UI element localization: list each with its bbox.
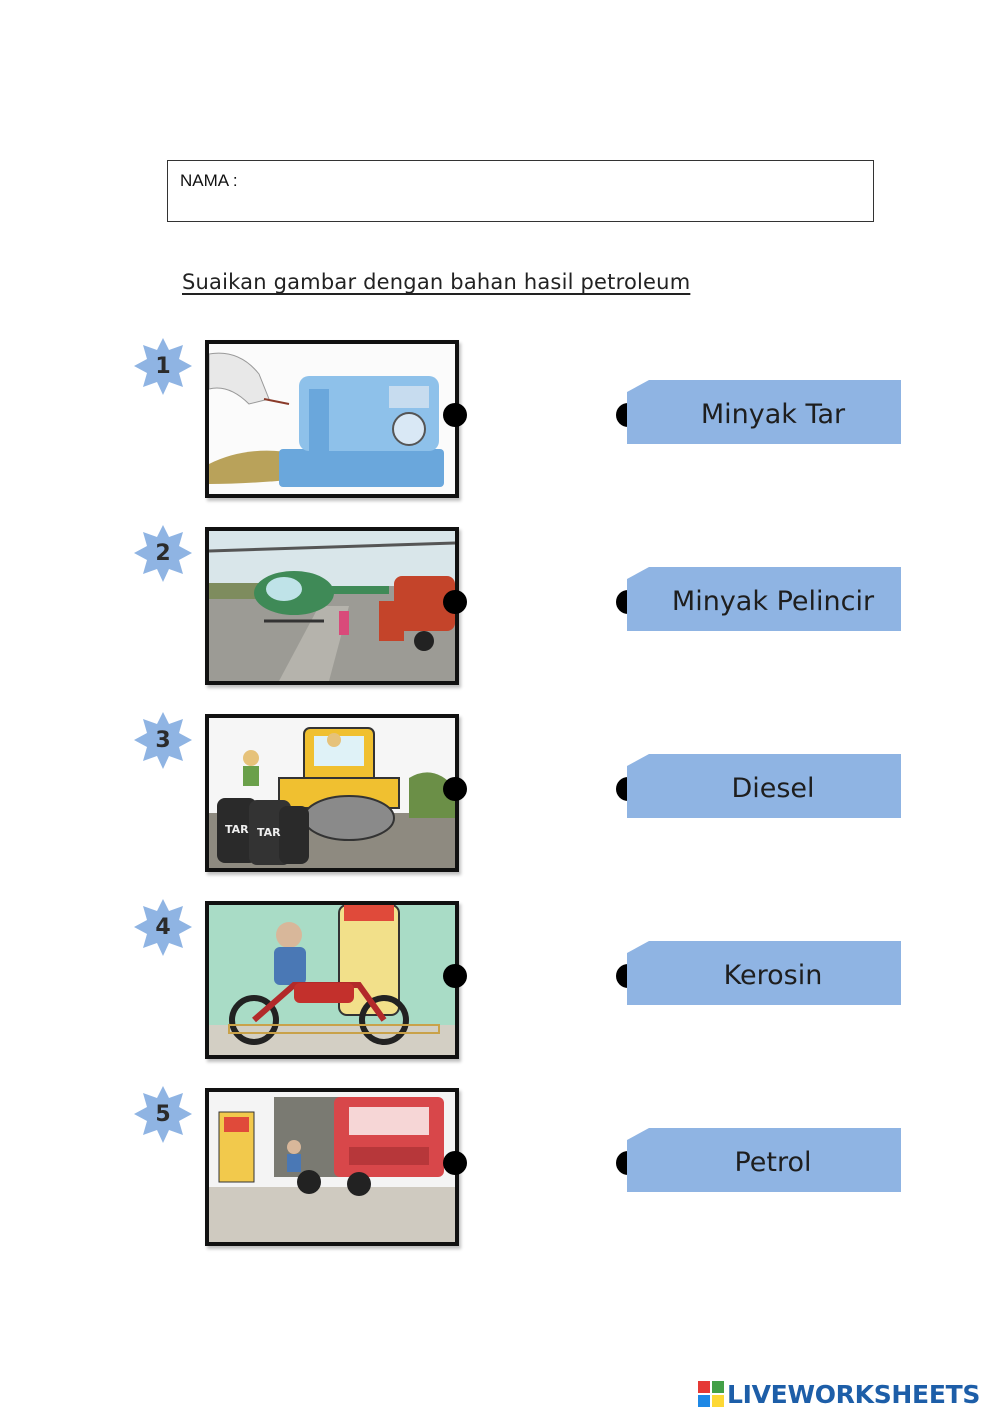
answer-label: Diesel xyxy=(731,773,815,804)
number-badge xyxy=(132,1084,194,1146)
svg-text:TAR: TAR xyxy=(225,823,249,836)
answer-label: Minyak Tar xyxy=(700,399,846,430)
helicopter-picture xyxy=(205,527,459,685)
number-badge xyxy=(132,710,194,772)
badge-number: 4 xyxy=(155,915,171,940)
match-row xyxy=(0,336,1000,506)
left-match-dot[interactable] xyxy=(443,590,467,614)
answer-tab[interactable] xyxy=(627,380,901,444)
liveworksheets-logo xyxy=(698,1378,980,1410)
lorry-icon xyxy=(209,1092,455,1242)
badge-number: 2 xyxy=(155,541,171,566)
motorcycle-picture xyxy=(205,901,459,1059)
answer-label: Petrol xyxy=(734,1147,812,1178)
match-row xyxy=(0,523,1000,693)
answer-tab[interactable] xyxy=(627,567,901,631)
svg-text:TAR: TAR xyxy=(257,826,281,839)
badge-number: 5 xyxy=(155,1102,171,1127)
number-badge xyxy=(132,523,194,585)
left-match-dot[interactable] xyxy=(443,777,467,801)
match-row xyxy=(0,897,1000,1067)
brand-name: LIVEWORKSHEETS xyxy=(727,1379,981,1409)
sewing-machine-picture xyxy=(205,340,459,498)
answer-label: Kerosin xyxy=(723,960,823,991)
left-match-dot[interactable] xyxy=(443,964,467,988)
number-badge xyxy=(132,897,194,959)
lorry-picture xyxy=(205,1088,459,1246)
answer-label: Minyak Pelincir xyxy=(671,586,875,617)
sewing-machine-icon xyxy=(209,344,455,494)
left-match-dot[interactable] xyxy=(443,403,467,427)
match-row xyxy=(0,1084,1000,1254)
answer-tab[interactable] xyxy=(627,754,901,818)
badge-number: 3 xyxy=(155,728,171,753)
motorcycle-icon xyxy=(209,905,455,1055)
road-roller-picture xyxy=(205,714,459,872)
match-row xyxy=(0,710,1000,880)
helicopter-icon xyxy=(209,531,455,681)
name-field[interactable] xyxy=(167,160,874,222)
badge-number: 1 xyxy=(155,354,171,379)
answer-tab[interactable] xyxy=(627,941,901,1005)
instruction-text: Suaikan gambar dengan bahan hasil petroleum xyxy=(182,270,691,294)
name-label: NAMA : xyxy=(180,171,238,190)
answer-tab[interactable] xyxy=(627,1128,901,1192)
number-badge xyxy=(132,336,194,398)
left-match-dot[interactable] xyxy=(443,1151,467,1175)
liveworksheets-logo-icon xyxy=(698,1381,724,1407)
road-roller-icon xyxy=(209,718,455,868)
